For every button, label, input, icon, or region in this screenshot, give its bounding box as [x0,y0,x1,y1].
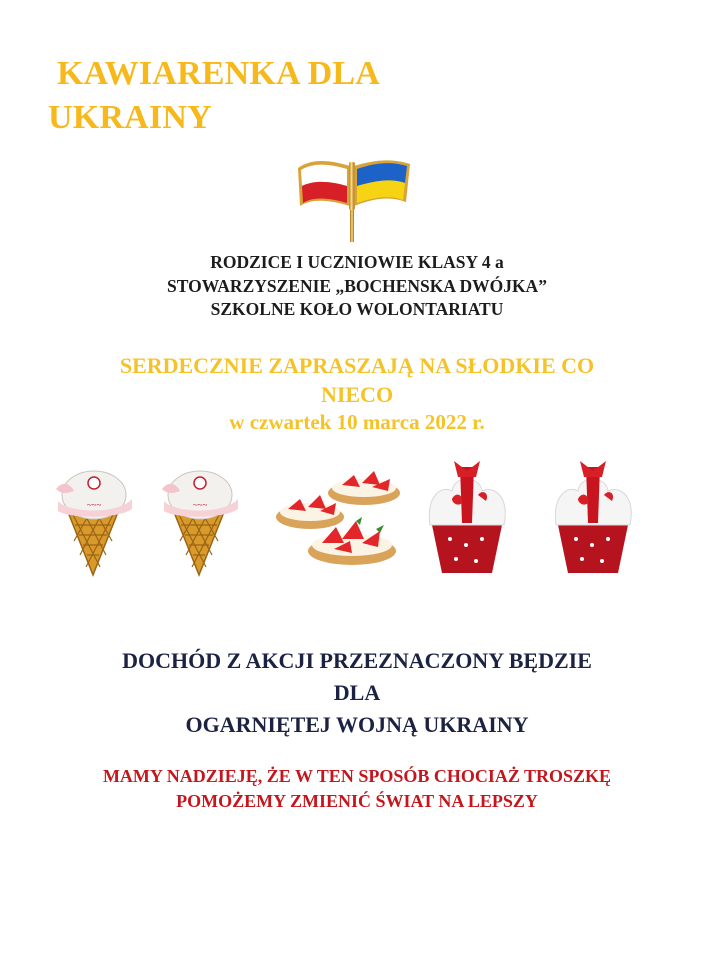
income-line-2: DLA [333,679,381,705]
hope-line-1: MAMY NADZIEJĘ, ŻE W TEN SPOSÓB CHOCIAŻ TROSZKĘ [102,766,612,786]
income-line-3: OGARNIĘTEJ WOJNĄ UKRAINY [185,711,529,737]
hope-statement [0,764,714,814]
poster-title [48,52,568,140]
poland-ukraine-flags-pin-icon [290,150,420,245]
ice-cream-cone-icon [154,455,244,580]
invitation-line-2: NIECO [320,381,394,407]
cupcake-icon [548,455,638,580]
income-line-1: DOCHÓD Z AKCJI PRZEZNACZONY BĘDZIE [122,648,592,673]
ice-cream-cone-icon [48,455,138,580]
invitation-date: w czwartek 10 marca 2022 r. [229,410,485,435]
svg-text:~~~: ~~~ [192,500,208,510]
strawberry-tarts-icon [272,455,412,580]
invitation-line-1: SERDECZNIE ZAPRASZAJĄ NA SŁODKIE CO [119,353,595,378]
organizers-line-3: SZKOLNE KOŁO WOLONTARIATU [210,299,504,320]
organizers [0,251,714,322]
cupcake-icon [422,455,512,580]
title-line-2: UKRAINY [48,99,212,137]
invitation [0,352,714,436]
income-statement [0,645,714,741]
hope-line-2: POMOŻEMY ZMIENIĆ ŚWIAT NA LEPSZY [176,791,538,812]
svg-text:~~~: ~~~ [86,500,102,510]
organizers-line-1: RODZICE I UCZNIOWIE KLASY 4 a [210,252,504,272]
title-line-1: KAWIARENKA DLA [57,55,381,92]
organizers-line-2: STOWARZYSZENIE „BOCHENSKA DWÓJKA” [167,275,547,296]
treats-row [40,455,680,585]
